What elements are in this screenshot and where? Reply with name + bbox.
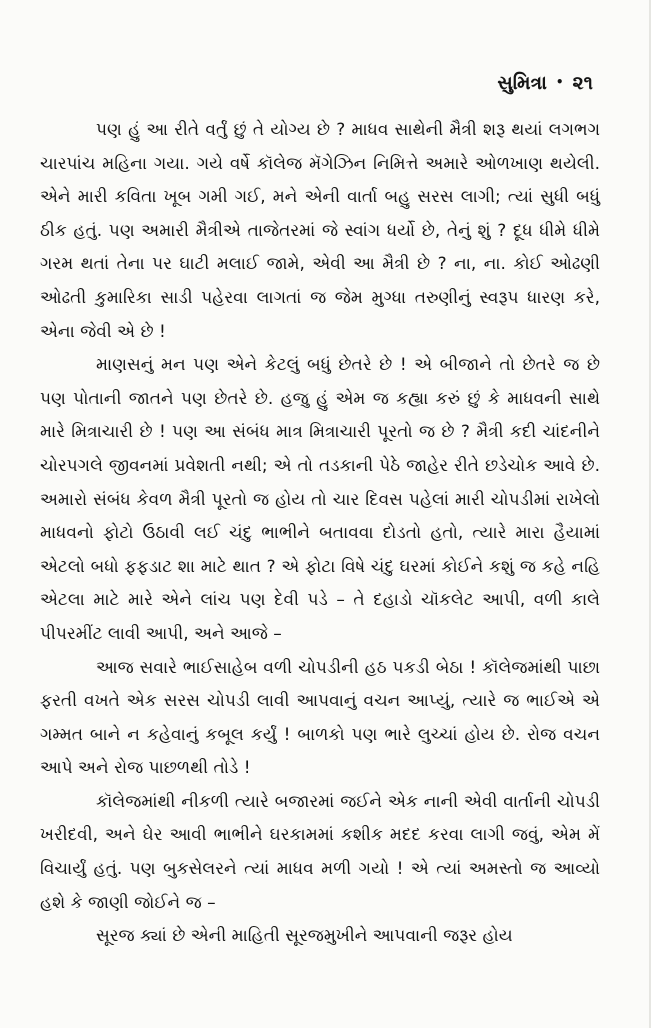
paragraph-1: પણ હું આ રીતે વર્તું છું તે યોગ્ય છે ? માધવ સાથેની મૈત્રી શરૂ થયાં લગભગ ચારપાંચ મહિના ગયા. ગયે વર્ષે કૉલેજ મૅગેઝિન નિમિત્તે અમારે ઓળખાણ થયેલી. એને મારી કવિતા ખૂબ ગમી ગઈ, મને એની વાર્તા બહુ સરસ લાગી; ત્યાં સુધી બધું ઠીક હતું. પણ અમારી મૈત્રીએ તાજેતરમાં જે સ્વાંગ ધર્યો છે, તેનું શું ? દૂધ ધીમે ધીમે ગરમ થતાં તેના પર ઘાટી મલાઈ જામે, એવી આ મૈત્રી છે ? ના, ના. કોઈ ઓઢણી ઓઢતી કુમારિકા સાડી પહેરવા લાગતાં જ જેમ મુગ્ધા તરુણીનું સ્વરૂપ ધારણ કરે, એના જેવી એ છે ! (40, 120, 600, 342)
paragraph-5: સૂરજ ક્યાં છે એની માહિતી સૂરજમુખીને આપવાની જરૂર હોય (96, 926, 513, 947)
paragraph-4: કૉલેજમાંથી નીકળી ત્યારે બજારમાં જઈને એક નાની એવી વાર્તાની ચોપડી ખરીદવી, અને ઘેર આવી ભાભીને ઘરકામમાં કશીક મદદ કરવા લાગી જવું, એમ મેં વિચાર્યું હતું. પણ બુકસેલરને ત્યાં માધવ મળી ગયો ! એ ત્યાં અમસ્તો જ આવ્યો હશે કે જાણી જોઈને જ – (40, 791, 600, 913)
page-number: ૨૧ (572, 72, 593, 94)
running-header (497, 72, 593, 94)
paragraph-3: આજ સવારે ભાઈસાહેબ વળી ચોપડીની હઠ પકડી બેઠા ! કૉલેજમાંથી પાછા ફરતી વખતે એક સરસ ચોપડી લાવી આપવાનું વચન આપ્યું, ત્યારે જ ભાઈએ એ ગમ્મત બાને ન કહેવાનું કબૂલ કર્યું ! બાળકો પણ ભારે લુચ્ચાં હોય છે. રોજ વચન આપે અને રોજ પાછળથી તોડે ! (40, 657, 600, 779)
page-body (40, 114, 600, 954)
paragraph-2: માણસનું મન પણ એને કેટલું બધું છેતરે છે ! એ બીજાને તો છેતરે જ છે પણ પોતાની જાતને પણ છેતરે છે. હજુ હું એમ જ કહ્યા કરું છું કે માધવની સાથે મારે મિત્રાચારી છે ! પણ આ સંબંધ માત્ર મિત્રાચારી પૂરતો જ છે ? મૈત્રી કદી ચાંદનીને ચોરપગલે જીવનમાં પ્રવેશતી નથી; એ તો તડકાની પેઠે જાહેર રીતે છડેચોક આવે છે. અમારો સંબંધ કેવળ મૈત્રી પૂરતો જ હોય તો ચાર દિવસ પહેલાં મારી ચોપડીમાં રાખેલો માધવનો ફોટો ઉઠાવી લઈ ચંદુ ભાભીને બતાવવા દોડતો હતો, ત્યારે મારા હૈયામાં એટલો બધો ફફડાટ શા માટે થાત ? એ ફોટા વિષે ચંદુ ઘરમાં કોઈને કશું જ કહે નહિ એટલા માટે મારે એને લાંચ પણ દેવી પડે – તે દહાડો ચૉકલેટ આપી, વળી કાલે પીપરમીંટ લાવી આપી, અને આજે – (40, 355, 600, 644)
header-separator: • (555, 74, 564, 89)
header-title: સુમિત્રા (497, 72, 547, 94)
